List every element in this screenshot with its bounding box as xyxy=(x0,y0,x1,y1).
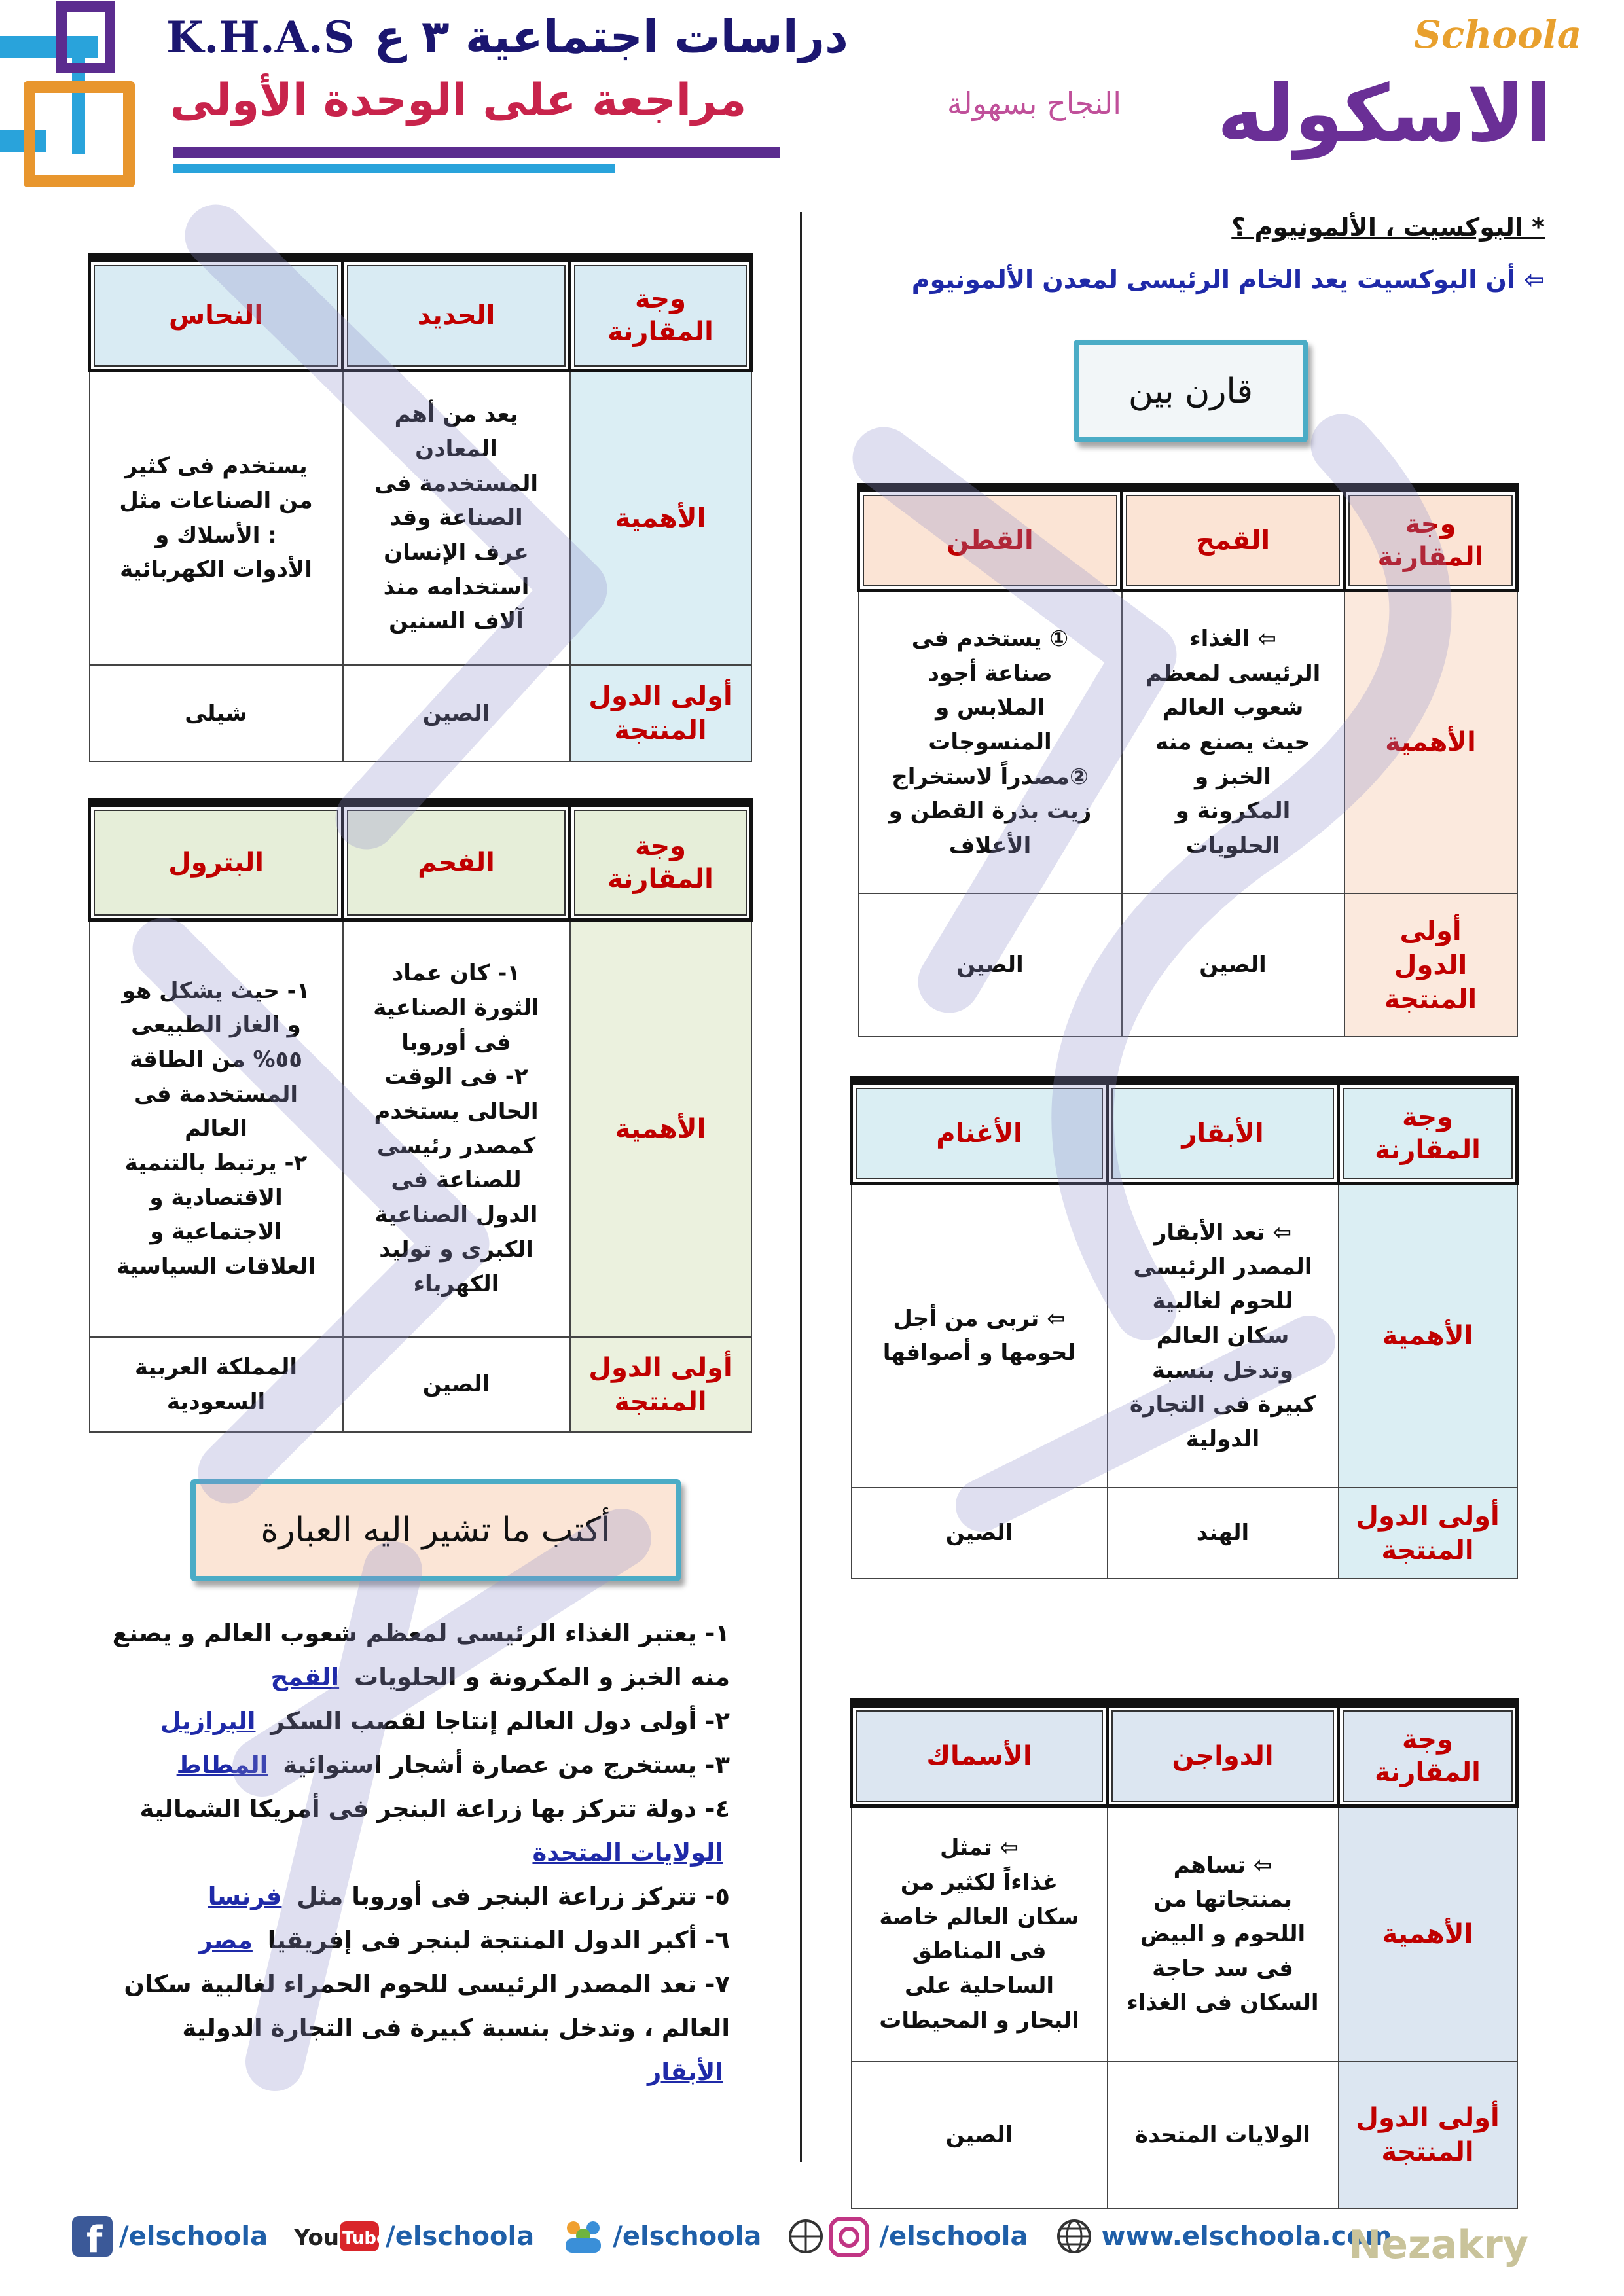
cell-line: المنتجة xyxy=(1384,984,1477,1014)
cell-line: سكان العالم خاصة xyxy=(879,1903,1079,1930)
cell-line: الساحلية على xyxy=(904,1972,1054,1999)
cell-line: الولايات المتحدة xyxy=(1135,2121,1310,2148)
cell-line: أولى xyxy=(1399,916,1462,946)
cell-line: السكان فى الغذاء xyxy=(1127,1990,1319,2017)
cell-line: المقارنة xyxy=(1375,1757,1481,1787)
comparison-table-poultry-fish xyxy=(850,1698,1519,2209)
table-row xyxy=(859,893,1517,1037)
instagram-icon xyxy=(787,2216,873,2257)
header-criterion xyxy=(1344,488,1517,590)
cell-line: ⇦ تمثل xyxy=(939,1835,1019,1861)
cell-line: كمصدر رئيسى xyxy=(376,1132,536,1159)
statement-answer: البرازيل xyxy=(160,1707,256,1735)
logo-purple-square xyxy=(56,1,115,73)
question-heading: * البوكسيت ، الألمونيوم ؟ xyxy=(1231,213,1545,242)
comparison-table-coal-oil xyxy=(88,798,753,1433)
cell-line: غذاءاً لكثير من xyxy=(900,1869,1058,1895)
header-item-a xyxy=(343,258,570,370)
cell-line: الأهمية xyxy=(1385,727,1476,758)
youtube-icon xyxy=(294,2216,388,2257)
cell-line: للحوم لغالبية xyxy=(1152,1288,1293,1315)
table-cell-item-b xyxy=(859,893,1122,1037)
cell-line: المنتجة xyxy=(614,1386,707,1417)
cell-line: الأهمية xyxy=(1382,1321,1473,1352)
statement-answer: الأبقار xyxy=(647,2058,723,2086)
statement-text: ٥- تتركز زراعة البنجر فى أوروبا مثل xyxy=(297,1882,730,1910)
footer-link[interactable] xyxy=(560,2216,761,2257)
cell-line: وجة xyxy=(635,284,686,315)
table-cell-item-b xyxy=(90,920,343,1337)
title-text: دراسات اجتماعية ٣ ع xyxy=(374,10,848,63)
statement-text: ٣- يستخرج من عصارة أشجار استوائية xyxy=(283,1751,730,1779)
table-cell-item-a xyxy=(1108,1488,1339,1579)
cell-line: من الصناعات مثل xyxy=(119,488,313,514)
cell-line: يستخدم فى كثير xyxy=(124,453,308,480)
cell-line: زيت بذرة القطن و xyxy=(888,798,1092,825)
svg-text:f: f xyxy=(86,2219,103,2261)
statement-answer: القمح xyxy=(270,1663,340,1691)
table-cell-item-a xyxy=(343,665,570,762)
list-item xyxy=(111,1743,730,1787)
statement-answer: مصر xyxy=(198,1926,253,1954)
cell-line: أولى الدول xyxy=(588,1352,732,1383)
statement-text: ١- يعتبر الغذاء الرئيسى لمعظم شعوب العالم و يصنع منه الخبز و المكرونة و الحلويات xyxy=(112,1619,730,1691)
cell-line: المصدر الرئيسى xyxy=(1133,1253,1312,1280)
footer-link-label[interactable]: www.elschoola.com xyxy=(1101,2221,1392,2251)
cell-line: الحالى يستخدم xyxy=(374,1098,539,1125)
svg-text:Tube: Tube xyxy=(342,2229,388,2248)
cell-line: ٥٥% من الطاقة xyxy=(129,1047,303,1073)
table-cell-item-a xyxy=(343,920,570,1337)
cell-line: ٢- فى الوقت xyxy=(384,1064,528,1090)
cell-line: الكهرباء xyxy=(413,1270,499,1297)
cell-line: الرئيسى لمعظم xyxy=(1145,660,1321,687)
cell-line: ٢- يرتبط بالتنمية xyxy=(124,1150,308,1177)
cell-line: كبيرة فى التجارة xyxy=(1129,1391,1316,1418)
row-label xyxy=(1339,2062,1517,2208)
table-cell-item-a xyxy=(1122,590,1344,893)
cell-line: : الأسلاك و xyxy=(155,522,277,548)
cell-line: الكبرى و توليد xyxy=(379,1236,533,1263)
row-label xyxy=(570,1337,751,1432)
write-section-label: أكتب ما تشير اليه العبارة xyxy=(190,1479,681,1581)
cell-line: بمنتجاتها من xyxy=(1153,1886,1293,1913)
table-header-row xyxy=(859,488,1517,590)
header-criterion xyxy=(570,258,751,370)
table-cell-item-a xyxy=(343,370,570,665)
purple-divider-bar xyxy=(173,147,780,158)
cell-line: المقارنة xyxy=(1377,541,1484,572)
list-item xyxy=(111,1611,730,1699)
cell-line: الدول xyxy=(1394,950,1468,980)
table-row xyxy=(90,920,751,1337)
row-label xyxy=(1339,1806,1517,2062)
brand-slogan: النجاح بسهولة xyxy=(947,86,1122,121)
cell-line: أولى الدول xyxy=(1356,2103,1500,2133)
cell-line: البترول xyxy=(168,847,264,878)
table-row xyxy=(852,1806,1517,2062)
cell-line: ⇦ تعد الأبقار xyxy=(1153,1219,1292,1246)
header-item-b xyxy=(852,1081,1108,1183)
cell-line: شعوب العالم xyxy=(1162,694,1304,721)
column-divider xyxy=(800,212,802,2162)
row-label xyxy=(1344,590,1517,893)
cell-line: الأهمية xyxy=(615,1113,706,1144)
row-label xyxy=(1344,893,1517,1037)
table-row xyxy=(90,665,751,762)
footer-link-label[interactable]: /elschoola xyxy=(386,2221,535,2251)
cell-line: الحلويات xyxy=(1185,832,1280,859)
cell-line: وجة xyxy=(635,831,686,861)
blue-divider-bar xyxy=(173,164,615,173)
cell-line: شيلى xyxy=(185,700,247,726)
header-item-b xyxy=(90,258,343,370)
list-item xyxy=(111,1918,730,1962)
cell-line: ⇦ تربى من أجل xyxy=(893,1305,1066,1332)
cell-line: الأهمية xyxy=(615,503,706,533)
cell-line: البحار و المحيطات xyxy=(879,2007,1079,2034)
statement-answer: فرنسا xyxy=(208,1882,282,1910)
cell-line: وتدخل بنسبة xyxy=(1152,1357,1293,1384)
table-row xyxy=(852,1183,1517,1488)
cell-line: المنتجة xyxy=(614,715,707,745)
cell-line: الأسماك xyxy=(926,1740,1032,1771)
row-label xyxy=(570,370,751,665)
footer-link-label[interactable]: /elschoola xyxy=(879,2221,1028,2251)
row-label xyxy=(1339,1488,1517,1579)
cell-line: ١- كان عماد xyxy=(391,960,521,987)
footer-link-label[interactable]: /elschoola xyxy=(119,2221,268,2251)
cell-line: يعد من أهم xyxy=(394,401,518,428)
table-header-row xyxy=(852,1703,1517,1806)
row-label xyxy=(570,920,751,1337)
cell-line: ① يستخدم فى xyxy=(911,625,1069,652)
comparison-table-iron-copper xyxy=(88,253,753,762)
header-criterion xyxy=(1339,1703,1517,1806)
cell-line: الثورة الصناعية xyxy=(373,995,539,1021)
cell-line: آلاف السنين xyxy=(389,608,524,635)
statement-answer: المطاط xyxy=(176,1751,268,1779)
compare-section-label: قارن بين xyxy=(1074,340,1308,442)
cell-line: الأبقار xyxy=(1182,1118,1264,1149)
cell-line: سكان العالم xyxy=(1156,1322,1290,1349)
header-criterion xyxy=(570,802,751,920)
cell-line: الصين xyxy=(422,700,490,726)
cell-line: العلاقات السياسية xyxy=(116,1253,316,1280)
cell-line: أولى الدول xyxy=(588,681,732,711)
cell-line: المقارنة xyxy=(607,863,713,894)
cell-line: الأعلاف xyxy=(948,832,1032,859)
cell-line: النحاس xyxy=(168,300,264,331)
cell-line: الاقتصادية و xyxy=(149,1184,283,1211)
table-cell-item-a xyxy=(1108,2062,1339,2208)
cell-line: الأهمية xyxy=(1382,1919,1473,1950)
cell-line: الصين xyxy=(945,1520,1013,1547)
cell-line: العالم xyxy=(185,1115,247,1142)
page-subtitle: مراجعة على الوحدة الأولى xyxy=(170,75,747,126)
page-title xyxy=(131,9,884,65)
list-item xyxy=(111,1962,730,2094)
footer-link[interactable] xyxy=(1054,2216,1392,2257)
globe-icon xyxy=(1054,2216,1094,2257)
table-row xyxy=(90,370,751,665)
cell-line: المنتجة xyxy=(1381,2137,1474,2167)
table-cell-item-b xyxy=(852,1806,1108,2062)
cell-line: حيث يصنع منه xyxy=(1155,728,1310,755)
statement-answer: الولايات المتحدة xyxy=(532,1839,723,1867)
cell-line: المقارنة xyxy=(1375,1134,1481,1165)
row-label xyxy=(570,665,751,762)
table-header-row xyxy=(90,802,751,920)
cell-line: لحومها و أصوافها xyxy=(882,1340,1076,1367)
statement-text: ٢- أولى دول العالم إنتاجا لقصب السكر xyxy=(270,1707,730,1735)
table-cell-item-a xyxy=(343,1337,570,1432)
cell-line: السعودية xyxy=(166,1388,266,1415)
cell-line: المملكة العربية xyxy=(134,1354,298,1380)
cell-line: للصناعة فى xyxy=(391,1167,522,1194)
cell-line: الحديد xyxy=(417,300,496,331)
cell-line: المنتجة xyxy=(1381,1535,1474,1566)
title-code: K.H.A.S xyxy=(166,12,355,63)
table-cell-item-b xyxy=(859,590,1122,893)
question-answer: ⇦ أن البوكسيت يعد الخام الرئيسى لمعدن الألمونيوم xyxy=(911,265,1545,294)
cell-line: و الغاز الطبيعى xyxy=(131,1012,301,1039)
cell-line: المستخدمة فى xyxy=(374,470,538,497)
watermark-text: Nezakry xyxy=(1348,2222,1528,2268)
cell-line: فى أوروبا xyxy=(401,1029,511,1056)
logo-orange-square xyxy=(24,81,135,187)
table-cell-item-b xyxy=(90,370,343,665)
statement-text: ٦- أكبر الدول المنتجة لبنجر فى إفريقيا xyxy=(267,1926,730,1954)
cell-line: فى المناطق xyxy=(912,1938,1047,1965)
cell-line: الاجتماعية و xyxy=(150,1219,282,1246)
header-item-a xyxy=(343,802,570,920)
svg-text:You: You xyxy=(294,2225,340,2251)
cell-line: القطن xyxy=(947,525,1034,556)
facebook-icon xyxy=(72,2216,113,2261)
header-item-b xyxy=(859,488,1122,590)
cell-line: الدول الصناعية xyxy=(374,1202,538,1229)
people-icon xyxy=(560,2216,606,2257)
cell-line: المنسوجات xyxy=(928,728,1052,755)
footer-social-links xyxy=(72,2214,1418,2259)
cell-line: الصين xyxy=(945,2121,1013,2148)
cell-line: الصين xyxy=(422,1371,490,1398)
table-cell-item-b xyxy=(90,1337,343,1432)
cell-line: الأغنام xyxy=(936,1118,1022,1149)
comparison-table-cattle-sheep xyxy=(850,1076,1519,1579)
brand-logo-english: Schoola xyxy=(1414,12,1582,57)
cell-line: ⇦ الغذاء xyxy=(1189,625,1276,652)
header-item-a xyxy=(1108,1703,1339,1806)
header-item-a xyxy=(1122,488,1344,590)
cell-line: استخدامه منذ xyxy=(383,573,530,600)
brand-logo-arabic: الاسكوله xyxy=(1217,69,1552,160)
cell-line: المكرونة و xyxy=(1175,798,1291,825)
table-cell-item-b xyxy=(852,1183,1108,1488)
row-label xyxy=(1339,1183,1517,1488)
cell-line: اللحوم و البيض xyxy=(1140,1920,1306,1947)
comparison-table-wheat-cotton xyxy=(857,483,1519,1037)
header-item-a xyxy=(1108,1081,1339,1183)
cell-line: المقارنة xyxy=(607,317,713,348)
cell-line: فى سد حاجة xyxy=(1152,1955,1293,1982)
table-cell-item-a xyxy=(1108,1183,1339,1488)
header-item-b xyxy=(90,802,343,920)
footer-link[interactable] xyxy=(294,2216,534,2257)
footer-link[interactable] xyxy=(787,2216,1028,2257)
list-item xyxy=(111,1874,730,1918)
table-row xyxy=(852,1488,1517,1579)
table-cell-item-b xyxy=(852,2062,1108,2208)
statement-text: ٧- تعد المصدر الرئيسى للحوم الحمراء لغالبية سكان العالم ، وتدخل بنسبة كبيرة فى التجارة الدولية xyxy=(124,1970,730,2042)
statements-list xyxy=(111,1611,730,2094)
cell-line: الصين xyxy=(1199,952,1267,978)
cell-line: ١- حيث يشكل هو xyxy=(122,977,310,1004)
cell-line: وجة xyxy=(1405,509,1456,539)
cell-line: وجة xyxy=(1402,1724,1453,1755)
table-row xyxy=(859,590,1517,893)
table-cell-item-b xyxy=(90,665,343,762)
cell-line: الدواجن xyxy=(1172,1740,1274,1771)
cell-line: الدولية xyxy=(1185,1426,1260,1452)
cell-line: أولى الدول xyxy=(1356,1501,1500,1532)
footer-link[interactable] xyxy=(72,2216,268,2261)
statement-text: ٤- دولة تتركز بها زراعة البنجر فى أمريكا الشمالية xyxy=(139,1795,730,1823)
cell-line: صناعة أجود xyxy=(928,660,1053,687)
table-cell-item-a xyxy=(1122,893,1344,1037)
cell-line: الأدوات الكهربائية xyxy=(120,556,312,583)
cell-line: ⇦ تساهم xyxy=(1173,1852,1272,1878)
cell-line: الخبز و xyxy=(1195,763,1271,790)
cell-line: ②مصدراً لاستخراج xyxy=(892,763,1089,790)
table-cell-item-b xyxy=(852,1488,1108,1579)
table-cell-item-a xyxy=(1108,1806,1339,2062)
header-item-b xyxy=(852,1703,1108,1806)
list-item xyxy=(111,1787,730,1874)
header-criterion xyxy=(1339,1081,1517,1183)
footer-link-label[interactable]: /elschoola xyxy=(613,2221,762,2251)
cell-line: الصناعة وقد xyxy=(389,505,523,531)
cell-line: الصين xyxy=(956,952,1024,978)
table-header-row xyxy=(852,1081,1517,1183)
table-header-row xyxy=(90,258,751,370)
cell-line: القمح xyxy=(1195,525,1271,556)
cell-line: عرف الإنسان xyxy=(384,539,529,566)
cell-line: الفحم xyxy=(418,847,495,878)
cell-line: المعادن xyxy=(415,436,497,463)
list-item xyxy=(111,1699,730,1743)
table-row xyxy=(90,1337,751,1432)
cell-line: وجة xyxy=(1402,1102,1453,1132)
cell-line: المستخدمة فى xyxy=(134,1081,298,1107)
table-row xyxy=(852,2062,1517,2208)
cell-line: الملابس و xyxy=(935,694,1045,721)
cell-line: الهند xyxy=(1196,1520,1250,1547)
